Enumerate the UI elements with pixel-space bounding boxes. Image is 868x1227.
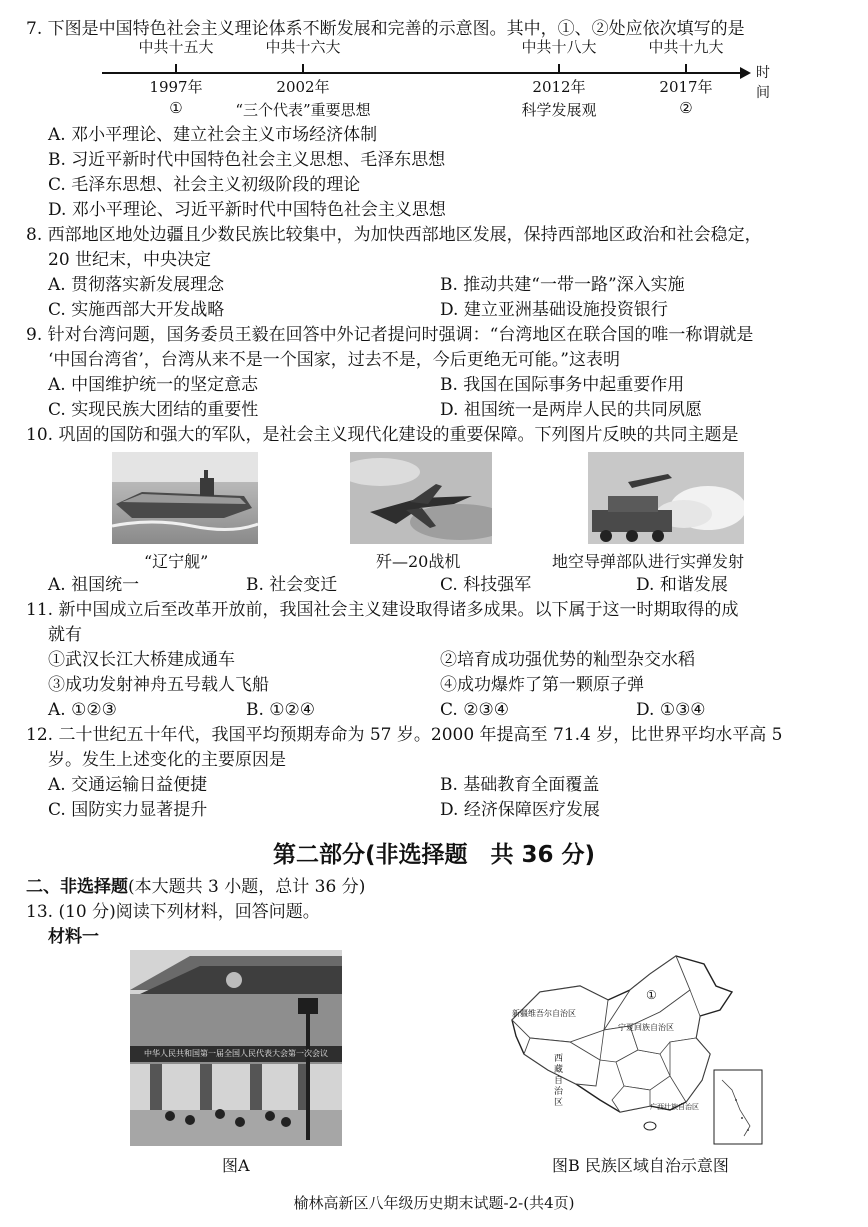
q7-stem: 7. 下图是中国特色社会主义理论体系不断发展和完善的示意图。其中，①、②处应依次填写的是 (26, 19, 745, 39)
q10-stem: 10. 巩固的国防和强大的军队，是社会主义现代化建设的重要保障。下列图片反映的共同主题是 (26, 425, 739, 445)
q10-option-a[interactable]: A. 祖国统一 (48, 575, 140, 595)
map-label-tibet: 西藏自治区 (554, 1054, 564, 1108)
q11-item: ②培育成功强优势的籼型杂交水稻 (440, 650, 695, 670)
q8-option-d[interactable]: D. 建立亚洲基础设施投资银行 (440, 300, 668, 320)
section-head: 二、非选择题 (26, 877, 128, 897)
figure-a-banner: 中华人民共和国第一届全国人民代表大会第一次会议 (144, 1049, 328, 1058)
q8-option-a[interactable]: A. 贯彻落实新发展理念 (48, 275, 225, 295)
figure-b-caption: 图B 民族区域自治示意图 (552, 1156, 729, 1175)
map-marker: ① (646, 988, 657, 1002)
map-label-xinjiang: 新疆维吾尔自治区 (512, 1009, 576, 1018)
q11-stem-cont: 就有 (48, 625, 82, 645)
q7-option-b[interactable]: B. 习近平新时代中国特色社会主义思想、毛泽东思想 (48, 150, 446, 170)
q13-stem: 13. (10 分)阅读下列材料，回答问题。 (26, 902, 320, 922)
section-heading (26, 876, 365, 898)
map-label-ningxia: 宁夏回族自治区 (618, 1023, 674, 1032)
q12-option-b[interactable]: B. 基础教育全面覆盖 (440, 775, 600, 795)
timeline-event-bottom: ① (169, 99, 183, 117)
figure-a-caption: 图A (222, 1156, 250, 1175)
q11-option-b[interactable]: B. ①②④ (246, 700, 316, 720)
timeline-tick (685, 64, 687, 73)
q8-stem-cont: 20 世纪末，中央决定 (48, 250, 212, 270)
figure-b-map (500, 950, 766, 1150)
photo-fighter-jet (350, 452, 492, 544)
timeline-event-top: 中共十九大 (648, 38, 724, 56)
timeline-event-year: 1997年 (149, 78, 203, 96)
timeline-event-year: 2012年 (532, 78, 586, 96)
timeline-event-top: 中共十六大 (265, 38, 341, 56)
q7-option-a[interactable]: A. 邓小平理论、建立社会主义市场经济体制 (48, 125, 378, 145)
timeline-tick (302, 64, 304, 73)
q10-option-b[interactable]: B. 社会变迁 (246, 575, 338, 595)
q9-option-b[interactable]: B. 我国在国际事务中起重要作用 (440, 375, 685, 395)
q11-option-d[interactable]: D. ①③④ (636, 700, 706, 720)
q12-option-d[interactable]: D. 经济保障医疗发展 (440, 800, 600, 820)
figure-a-photo (130, 950, 342, 1146)
timeline-event-bottom: ② (679, 99, 693, 117)
q7-option-c[interactable]: C. 毛泽东思想、社会主义初级阶段的理论 (48, 175, 361, 195)
q11-option-a[interactable]: A. ①②③ (48, 700, 117, 720)
q11-stem: 11. 新中国成立后至改革开放前，我国社会主义建设取得诸多成果。以下属于这一时期取得的成 (26, 600, 739, 620)
q8-option-b[interactable]: B. 推动共建“一带一路”深入实施 (440, 275, 685, 295)
timeline-event-bottom: 科学发展观 (521, 101, 597, 119)
timeline-event-top: 中共十八大 (521, 38, 597, 56)
q7-timeline-diagram (80, 36, 780, 122)
photo-caption: 歼—20战机 (376, 552, 461, 571)
q8-option-c[interactable]: C. 实施西部大开发战略 (48, 300, 225, 320)
q11-item: ④成功爆炸了第一颗原子弹 (440, 675, 644, 695)
q11-item: ①武汉长江大桥建成通车 (48, 650, 235, 670)
q11-item: ③成功发射神舟五号载人飞船 (48, 675, 269, 695)
timeline-tick (175, 64, 177, 73)
timeline-event-year: 2017年 (659, 78, 713, 96)
q9-option-a[interactable]: A. 中国维护统一的坚定意志 (48, 375, 259, 395)
q12-option-c[interactable]: C. 国防实力显著提升 (48, 800, 208, 820)
photo-caption: “辽宁舰” (144, 552, 209, 571)
q11-option-c[interactable]: C. ②③④ (440, 700, 509, 720)
part2-title: 第二部分(非选择题 共 36 分) (272, 842, 596, 868)
timeline-axis-label: 时间 (756, 65, 770, 101)
timeline-tick (558, 64, 560, 73)
q12-stem-cont: 岁。发生上述变化的主要原因是 (48, 750, 286, 770)
photo-caption: 地空导弹部队进行实弹发射 (552, 552, 745, 571)
timeline-event-bottom: “三个代表”重要思想 (235, 101, 371, 119)
photo-aircraft-carrier (112, 452, 258, 544)
q12-stem: 12. 二十世纪五十年代，我国平均预期寿命为 57 岁。2000 年提高至 71.4 岁，比世界平均水平高 5 (26, 725, 783, 745)
q10-option-c[interactable]: C. 科技强军 (440, 575, 532, 595)
map-label-guangxi: 广西壮族自治区 (650, 1103, 699, 1111)
q9-stem-cont: ‘中国台湾省’，台湾从来不是一个国家，过去不是，今后更绝无可能。”这表明 (48, 350, 620, 370)
material-label: 材料一 (48, 927, 99, 947)
q8-stem: 8. 西部地区地处边疆且少数民族比较集中，为加快西部地区发展，保持西部地区政治和社会稳定， (26, 225, 762, 245)
q12-option-a[interactable]: A. 交通运输日益便捷 (48, 775, 208, 795)
section-note: (本大题共 3 小题，总计 36 分) (128, 877, 366, 897)
q9-option-c[interactable]: C. 实现民族大团结的重要性 (48, 400, 259, 420)
q10-option-d[interactable]: D. 和谐发展 (636, 575, 728, 595)
timeline-event-year: 2002年 (276, 78, 330, 96)
timeline-arrow-icon (740, 67, 751, 79)
page-footer: 榆林高新区八年级历史期末试题-2-(共4页) (293, 1194, 575, 1212)
photo-missile-launch (588, 452, 744, 544)
q9-stem: 9. 针对台湾问题，国务委员王毅在回答中外记者提问时强调：“台湾地区在联合国的唯一称谓就是 (26, 325, 754, 345)
q7-option-d[interactable]: D. 邓小平理论、习近平新时代中国特色社会主义思想 (48, 200, 446, 220)
timeline-event-top: 中共十五大 (138, 38, 214, 56)
q9-option-d[interactable]: D. 祖国统一是两岸人民的共同夙愿 (440, 400, 702, 420)
timeline-axis (102, 72, 742, 74)
